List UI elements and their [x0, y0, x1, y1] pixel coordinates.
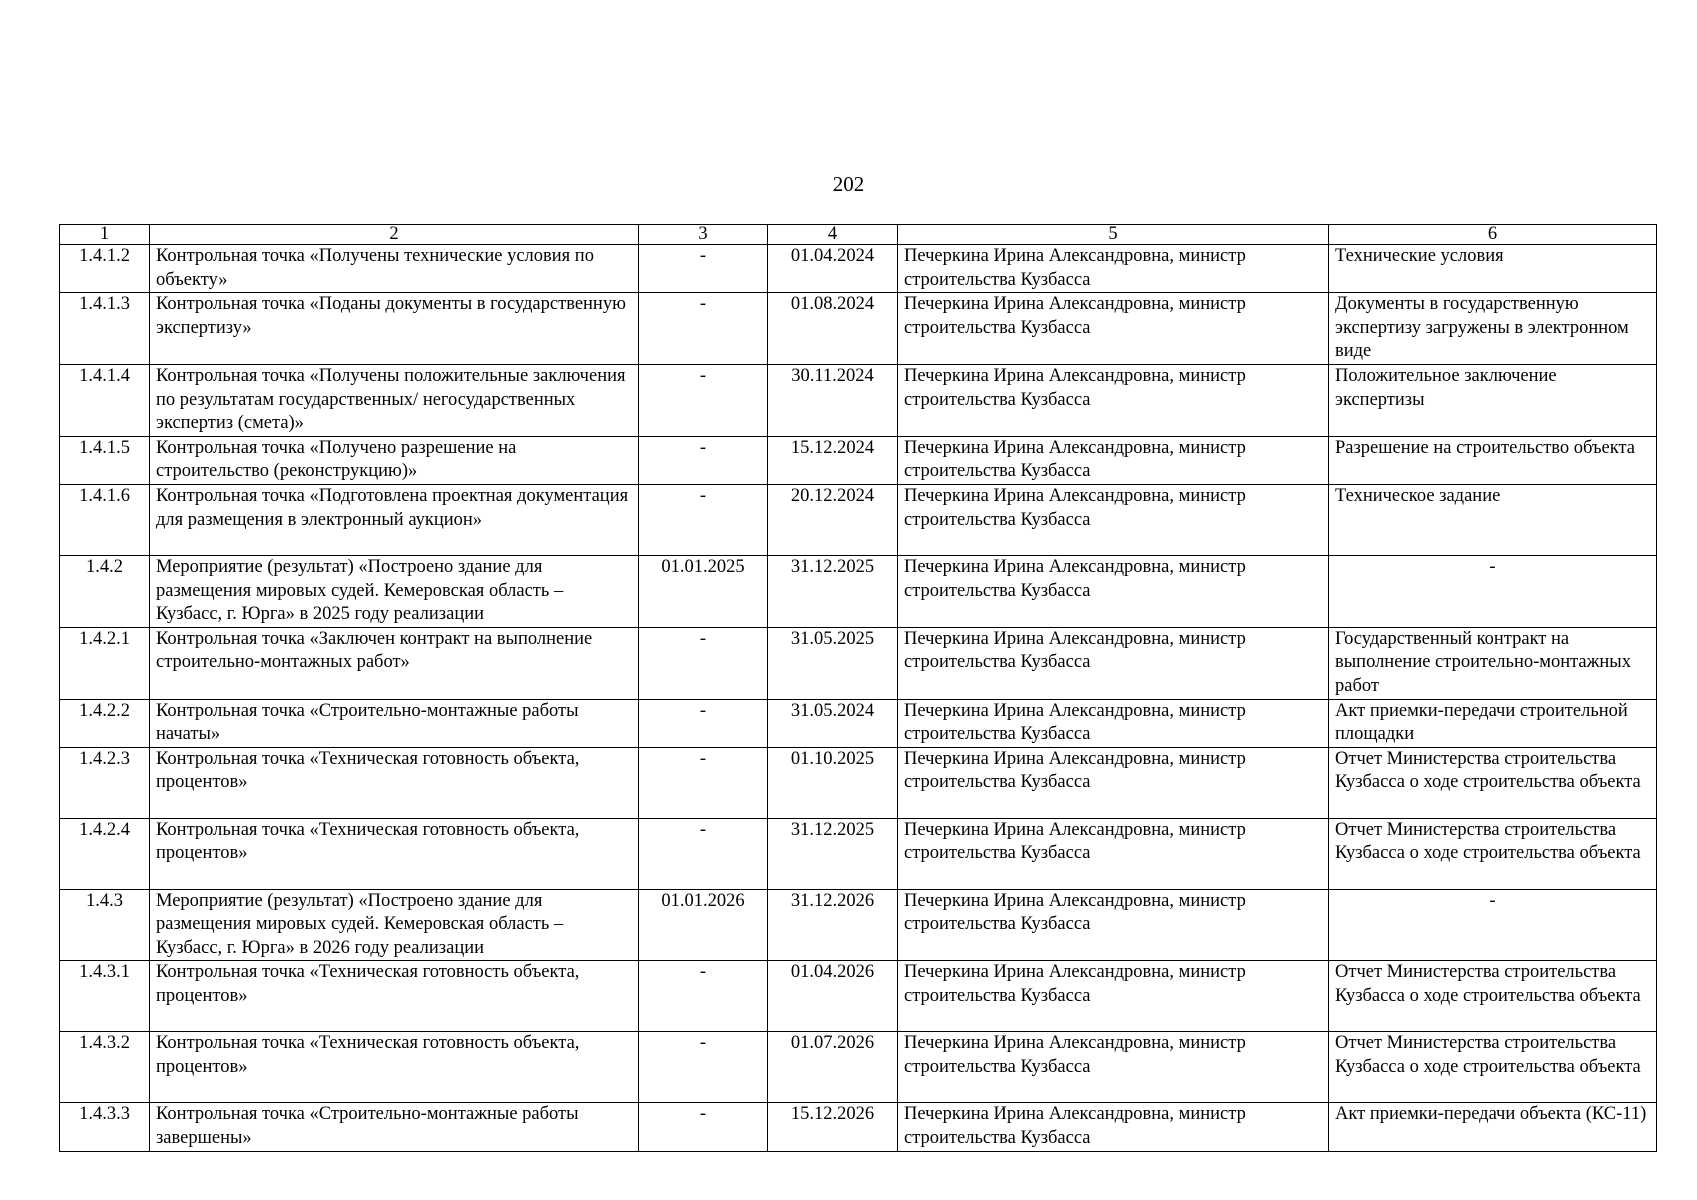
column-header-5: 5 [898, 225, 1329, 245]
responsible-person: Печеркина Ирина Александровна, министр строительства Кузбасса [898, 1032, 1329, 1103]
schedule-table [59, 224, 1657, 1152]
result-document: Государственный контракт на выполнение строительно-монтажных работ [1329, 627, 1657, 699]
table-row [60, 364, 1657, 436]
start-date: - [639, 1032, 768, 1103]
result-document: Акт приемки-передачи строительной площадки [1329, 699, 1657, 747]
result-document: Отчет Министерства строительства Кузбасса о ходе строительства объекта [1329, 818, 1657, 889]
item-name: Контрольная точка «Получены положительные заключения по результатам государственных/ негосударственных экспертиз (смета)» [150, 364, 639, 436]
table-row [60, 889, 1657, 961]
responsible-person: Печеркина Ирина Александровна, министр строительства Кузбасса [898, 364, 1329, 436]
item-number: 1.4.3.2 [60, 1032, 150, 1103]
responsible-person: Печеркина Ирина Александровна, министр строительства Кузбасса [898, 699, 1329, 747]
end-date: 01.04.2024 [768, 245, 898, 293]
table-row [60, 293, 1657, 365]
end-date: 15.12.2026 [768, 1103, 898, 1151]
end-date: 20.12.2024 [768, 484, 898, 555]
end-date: 15.12.2024 [768, 436, 898, 484]
item-name: Контрольная точка «Техническая готовность объекта, процентов» [150, 747, 639, 818]
responsible-person: Печеркина Ирина Александровна, министр строительства Кузбасса [898, 627, 1329, 699]
item-number: 1.4.2.1 [60, 627, 150, 699]
end-date: 31.12.2025 [768, 818, 898, 889]
column-header-1: 1 [60, 225, 150, 245]
item-number: 1.4.1.3 [60, 293, 150, 365]
result-document: Отчет Министерства строительства Кузбасса о ходе строительства объекта [1329, 747, 1657, 818]
table-row [60, 484, 1657, 555]
end-date: 01.08.2024 [768, 293, 898, 365]
table-row [60, 627, 1657, 699]
item-number: 1.4.3.3 [60, 1103, 150, 1151]
end-date: 31.05.2025 [768, 627, 898, 699]
item-name: Контрольная точка «Техническая готовность объекта, процентов» [150, 1032, 639, 1103]
result-document: Технические условия [1329, 245, 1657, 293]
responsible-person: Печеркина Ирина Александровна, министр строительства Кузбасса [898, 889, 1329, 961]
result-document: Техническое задание [1329, 484, 1657, 555]
table-row [60, 1103, 1657, 1151]
start-date: - [639, 293, 768, 365]
result-document: Отчет Министерства строительства Кузбасса о ходе строительства объекта [1329, 961, 1657, 1032]
result-document: - [1329, 555, 1657, 627]
item-name: Контрольная точка «Техническая готовность объекта, процентов» [150, 961, 639, 1032]
end-date: 30.11.2024 [768, 364, 898, 436]
responsible-person: Печеркина Ирина Александровна, министр строительства Кузбасса [898, 484, 1329, 555]
responsible-person: Печеркина Ирина Александровна, министр строительства Кузбасса [898, 961, 1329, 1032]
start-date: 01.01.2025 [639, 555, 768, 627]
end-date: 01.10.2025 [768, 747, 898, 818]
item-name: Мероприятие (результат) «Построено здание для размещения мировых судей. Кемеровская область – Кузбасс, г. Юрга» в 2026 году реализации [150, 889, 639, 961]
item-number: 1.4.3 [60, 889, 150, 961]
table-row [60, 818, 1657, 889]
end-date: 01.04.2026 [768, 961, 898, 1032]
item-number: 1.4.2.3 [60, 747, 150, 818]
end-date: 31.05.2024 [768, 699, 898, 747]
header-row [60, 225, 1657, 245]
start-date: - [639, 364, 768, 436]
result-document: - [1329, 889, 1657, 961]
table-row [60, 245, 1657, 293]
item-name: Контрольная точка «Получено разрешение на строительство (реконструкцию)» [150, 436, 639, 484]
item-number: 1.4.2.2 [60, 699, 150, 747]
end-date: 31.12.2026 [768, 889, 898, 961]
item-number: 1.4.1.2 [60, 245, 150, 293]
start-date: - [639, 961, 768, 1032]
page-number: 202 [832, 172, 865, 196]
start-date: - [639, 245, 768, 293]
table-row [60, 436, 1657, 484]
start-date: - [639, 818, 768, 889]
start-date: - [639, 747, 768, 818]
item-number: 1.4.1.4 [60, 364, 150, 436]
table-row [60, 555, 1657, 627]
result-document: Отчет Министерства строительства Кузбасса о ходе строительства объекта [1329, 1032, 1657, 1103]
responsible-person: Печеркина Ирина Александровна, министр строительства Кузбасса [898, 436, 1329, 484]
result-document: Положительное заключение экспертизы [1329, 364, 1657, 436]
responsible-person: Печеркина Ирина Александровна, министр строительства Кузбасса [898, 293, 1329, 365]
column-header-2: 2 [150, 225, 639, 245]
result-document: Документы в государственную экспертизу загружены в электронном виде [1329, 293, 1657, 365]
item-name: Контрольная точка «Заключен контракт на выполнение строительно-монтажных работ» [150, 627, 639, 699]
result-document: Акт приемки-передачи объекта (КС-11) [1329, 1103, 1657, 1151]
item-number: 1.4.2 [60, 555, 150, 627]
item-name: Контрольная точка «Получены технические условия по объекту» [150, 245, 639, 293]
item-name: Контрольная точка «Подготовлена проектная документация для размещения в электронный аукцион» [150, 484, 639, 555]
responsible-person: Печеркина Ирина Александровна, министр строительства Кузбасса [898, 747, 1329, 818]
result-document: Разрешение на строительство объекта [1329, 436, 1657, 484]
table-row [60, 1032, 1657, 1103]
item-number: 1.4.2.4 [60, 818, 150, 889]
start-date: - [639, 1103, 768, 1151]
item-name: Контрольная точка «Поданы документы в государственную экспертизу» [150, 293, 639, 365]
column-header-6: 6 [1329, 225, 1657, 245]
end-date: 31.12.2025 [768, 555, 898, 627]
responsible-person: Печеркина Ирина Александровна, министр строительства Кузбасса [898, 1103, 1329, 1151]
item-number: 1.4.1.6 [60, 484, 150, 555]
responsible-person: Печеркина Ирина Александровна, министр строительства Кузбасса [898, 555, 1329, 627]
end-date: 01.07.2026 [768, 1032, 898, 1103]
item-name: Мероприятие (результат) «Построено здание для размещения мировых судей. Кемеровская область – Кузбасс, г. Юрга» в 2025 году реализации [150, 555, 639, 627]
start-date: - [639, 436, 768, 484]
start-date: - [639, 699, 768, 747]
item-name: Контрольная точка «Строительно-монтажные работы завершены» [150, 1103, 639, 1151]
item-number: 1.4.3.1 [60, 961, 150, 1032]
responsible-person: Печеркина Ирина Александровна, министр строительства Кузбасса [898, 818, 1329, 889]
start-date: - [639, 627, 768, 699]
item-number: 1.4.1.5 [60, 436, 150, 484]
item-name: Контрольная точка «Техническая готовность объекта, процентов» [150, 818, 639, 889]
column-header-4: 4 [768, 225, 898, 245]
table-row [60, 699, 1657, 747]
item-name: Контрольная точка «Строительно-монтажные работы начаты» [150, 699, 639, 747]
responsible-person: Печеркина Ирина Александровна, министр строительства Кузбасса [898, 245, 1329, 293]
table-row [60, 961, 1657, 1032]
start-date: 01.01.2026 [639, 889, 768, 961]
table-row [60, 747, 1657, 818]
column-header-3: 3 [639, 225, 768, 245]
start-date: - [639, 484, 768, 555]
